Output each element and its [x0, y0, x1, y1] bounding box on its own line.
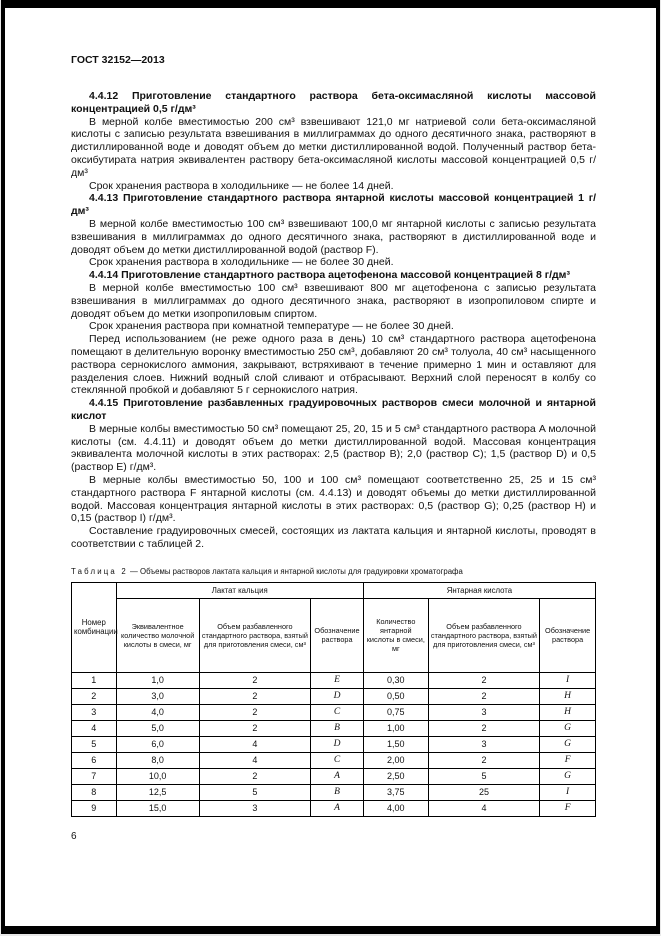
cell-lactic-solution: D	[311, 736, 364, 752]
cell-lactic-solution: B	[311, 784, 364, 800]
cell-succinic-solution: G	[540, 720, 596, 736]
paragraph: В мерной колбе вместимостью 200 см³ взвешивают 121,0 мг натриевой соли бета-оксимасляной кислоты с записью результата взвешивания в миллиграммах до одного десятичного знака, растворяют в дистиллированной воде и доводят объем до метки дистиллированной водой. Полученный раствор бета-оксибутирата натрия эквивалентен раствору бета-оксимасляной кислоты массовой концентрацией 0,5 г/дм³	[71, 115, 596, 179]
cell-succinic-volume: 2	[428, 720, 539, 736]
header-lactic-solution: Обозначение раствора	[311, 598, 364, 672]
cell-lactic-volume: 4	[199, 736, 310, 752]
table-row	[72, 800, 596, 816]
cell-combination-number: 3	[72, 704, 117, 720]
cell-combination-number: 8	[72, 784, 117, 800]
table-header	[72, 582, 596, 672]
header-lactic-amount: Эквивалентное количество молочной кислоты в смеси, мг	[116, 598, 199, 672]
cell-lactic-volume: 2	[199, 720, 310, 736]
doc-number: ГОСТ 32152—2013	[71, 54, 165, 66]
cell-succinic-solution: G	[540, 736, 596, 752]
cell-combination-number: 9	[72, 800, 117, 816]
paragraph: 4.4.12 Приготовление стандартного раствора бета-оксимасляной кислоты массовой концентрацией 0,5 г/дм³	[71, 90, 596, 115]
cell-succinic-solution: F	[540, 752, 596, 768]
cell-lactic-volume: 4	[199, 752, 310, 768]
cell-lactic-amount: 10,0	[116, 768, 199, 784]
cell-combination-number: 7	[72, 768, 117, 784]
table-row	[72, 688, 596, 704]
table-row	[72, 672, 596, 688]
header-succinic-volume: Объем разбавленного стандартного раствора, взятый для приготовления смеси, см³	[428, 598, 539, 672]
paragraph: Срок хранения раствора в холодильнике — не более 30 дней.	[89, 256, 394, 269]
paragraph: В мерной колбе вместимостью 100 см³ взвешивают 100,0 мг янтарной кислоты с записью результата взвешивания в миллиграммах до одного десятичного знака, растворяют в дистиллированной воде и доводят объем до метки дистиллированной водой (раствор F).	[71, 217, 596, 256]
cell-succinic-solution: F	[540, 800, 596, 816]
cell-combination-number: 2	[72, 688, 117, 704]
document-page	[5, 8, 656, 926]
paragraph: Составление градуировочных смесей, состоящих из лактата кальция и янтарной кислоты, проводят в соответствии с таблицей 2.	[71, 525, 596, 550]
table-row	[72, 752, 596, 768]
cell-succinic-amount: 0,75	[363, 704, 428, 720]
cell-succinic-solution: I	[540, 784, 596, 800]
paragraph: В мерные колбы вместимостью 50 см³ помещают 25, 20, 15 и 5 см³ стандартного раствора A молочной кислоты (см. 4.4.11) и доводят объем до метки дистиллированной водой. Массовая концентрация эквивалента молочной кислоты в этих растворах: 2,5 (раствор B); 2,0 (раствор C); 1,5 (раствор D) и 0,5 (раствор E) г/дм³.	[71, 422, 596, 474]
table-row	[72, 736, 596, 752]
cell-succinic-volume: 3	[428, 704, 539, 720]
table-caption	[71, 567, 596, 576]
header-succinic-amount: Количество янтарной кислоты в смеси, мг	[363, 598, 428, 672]
cell-lactic-amount: 8,0	[116, 752, 199, 768]
header-group-succinic: Янтарная кислота	[363, 582, 595, 598]
table-row	[72, 784, 596, 800]
page-frame	[1, 0, 660, 934]
cell-lactic-amount: 12,5	[116, 784, 199, 800]
header-succinic-solution: Обозначение раствора	[540, 598, 596, 672]
table-row	[72, 768, 596, 784]
cell-lactic-volume: 5	[199, 784, 310, 800]
cell-lactic-volume: 3	[199, 800, 310, 816]
cell-lactic-amount: 3,0	[116, 688, 199, 704]
cell-combination-number: 1	[72, 672, 117, 688]
cell-lactic-volume: 2	[199, 768, 310, 784]
page-number: 6	[71, 830, 77, 842]
cell-succinic-amount: 2,50	[363, 768, 428, 784]
cell-succinic-amount: 0,50	[363, 688, 428, 704]
paragraph: Перед использованием (не реже одного раза в день) 10 см³ стандартного раствора ацетофенона помещают в делительную воронку вместимостью 250 см³, добавляют 20 см³ толуола, 40 см³ насыщенного раствора сернокислого аммония, закрывают, встряхивают в течение примерно 1 мин и оставляют для разделения слоев. Нижний водный слой сливают и отбрасывают. Верхний слой переносят в колбу со стеклянной пробкой и добавляют 5 г сернокислого натрия.	[71, 333, 596, 397]
cell-lactic-solution: C	[311, 704, 364, 720]
cell-succinic-volume: 2	[428, 688, 539, 704]
cell-succinic-solution: G	[540, 768, 596, 784]
header-combination-number: Номер комбинации	[72, 582, 117, 672]
cell-lactic-solution: B	[311, 720, 364, 736]
paragraph: Срок хранения раствора в холодильнике — не более 14 дней.	[89, 179, 394, 192]
cell-lactic-amount: 5,0	[116, 720, 199, 736]
cell-lactic-volume: 2	[199, 688, 310, 704]
cell-lactic-solution: A	[311, 768, 364, 784]
paragraph: 4.4.13 Приготовление стандартного раствора янтарной кислоты массовой концентрацией 1 г/дм³	[71, 192, 596, 218]
cell-succinic-amount: 0,30	[363, 672, 428, 688]
cell-combination-number: 4	[72, 720, 117, 736]
cell-lactic-amount: 1,0	[116, 672, 199, 688]
cell-succinic-volume: 5	[428, 768, 539, 784]
cell-lactic-volume: 2	[199, 672, 310, 688]
paragraph: 4.4.15 Приготовление разбавленных градуировочных растворов смеси молочной и янтарной кислот	[71, 397, 596, 422]
calibration-table	[71, 582, 596, 817]
table-row	[72, 704, 596, 720]
cell-lactic-solution: A	[311, 800, 364, 816]
cell-succinic-solution: I	[540, 672, 596, 688]
cell-lactic-solution: C	[311, 752, 364, 768]
cell-succinic-amount: 1,50	[363, 736, 428, 752]
cell-succinic-solution: H	[540, 688, 596, 704]
cell-lactic-volume: 2	[199, 704, 310, 720]
cell-succinic-amount: 3,75	[363, 784, 428, 800]
cell-lactic-solution: E	[311, 672, 364, 688]
table-body	[72, 672, 596, 816]
cell-combination-number: 6	[72, 752, 117, 768]
table-caption-label: Таблица 2	[71, 566, 128, 576]
document-body	[71, 90, 596, 551]
header-group-lactate: Лактат кальция	[116, 582, 363, 598]
paragraph: В мерной колбе вместимостью 100 см³ взвешивают 800 мг ацетофенона с записью результата взвешивания в миллиграммах до одного десятичного знака, растворяют в изопропиловом спирте и доводят объем до метки изопропиловым спиртом.	[71, 281, 596, 320]
paragraph: Срок хранения раствора при комнатной температуре — не более 30 дней.	[89, 320, 454, 333]
cell-lactic-amount: 4,0	[116, 704, 199, 720]
cell-succinic-volume: 2	[428, 752, 539, 768]
cell-combination-number: 5	[72, 736, 117, 752]
cell-lactic-amount: 15,0	[116, 800, 199, 816]
cell-succinic-volume: 4	[428, 800, 539, 816]
cell-succinic-volume: 3	[428, 736, 539, 752]
cell-succinic-volume: 25	[428, 784, 539, 800]
cell-succinic-amount: 4,00	[363, 800, 428, 816]
paragraph: В мерные колбы вместимостью 50, 100 и 100 см³ помещают соответственно 25, 25 и 15 см³ стандартного раствора F янтарной кислоты (см. 4.4.13) и доводят объемы до метки дистиллированной водой. Массовая концентрация янтарной кислоты в этих растворах: 0,5 (раствор G); 0,25 (раствор H) и 0,15 (раствор I) г/дм³.	[71, 473, 596, 525]
cell-succinic-amount: 2,00	[363, 752, 428, 768]
table-row	[72, 720, 596, 736]
header-lactic-volume: Объем разбавленного стандартного раствора, взятый для приготовления смеси, см³	[199, 598, 310, 672]
paragraph: 4.4.14 Приготовление стандартного раствора ацетофенона массовой концентрацией 8 г/дм³	[89, 269, 570, 282]
cell-succinic-solution: H	[540, 704, 596, 720]
cell-lactic-solution: D	[311, 688, 364, 704]
cell-lactic-amount: 6,0	[116, 736, 199, 752]
table-caption-text: — Объемы растворов лактата кальция и янтарной кислоты для градуировки хроматографа	[130, 566, 463, 576]
cell-succinic-volume: 2	[428, 672, 539, 688]
cell-succinic-amount: 1,00	[363, 720, 428, 736]
